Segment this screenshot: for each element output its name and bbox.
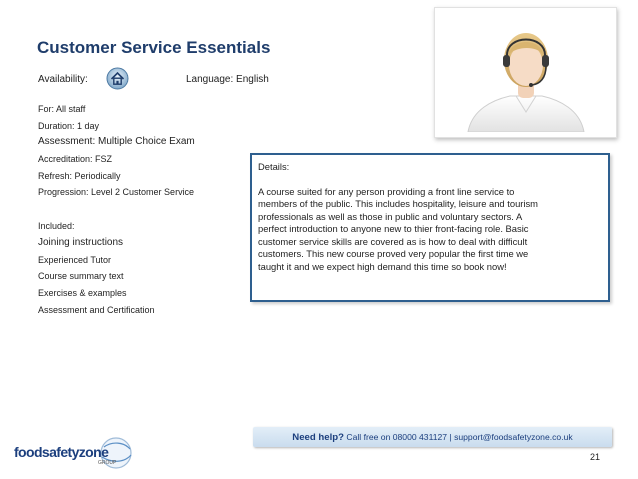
audience-text: For: All staff	[38, 104, 86, 114]
details-line: professionals as well as those in public and voluntary sectors. A	[258, 210, 523, 222]
assessment-text: Assessment: Multiple Choice Exam	[38, 136, 195, 147]
home-icon	[106, 67, 129, 90]
help-contact[interactable]: Call free on 08000 431127 | support@foodsafetyzone.co.uk	[344, 432, 573, 442]
company-logo	[12, 436, 140, 470]
details-line: perfect introduction to anyone new to thier front-facing role. Basic	[258, 223, 529, 234]
duration-text: Duration: 1 day	[38, 121, 100, 131]
support-agent-photo	[434, 7, 617, 138]
included-item: Course summary text	[38, 271, 124, 281]
help-lead: Need help?	[292, 432, 345, 443]
logo-text: foodsafetyzone	[14, 444, 109, 460]
availability-label: Availability:	[38, 74, 88, 85]
included-item: Assessment and Certification	[38, 305, 155, 315]
details-line: taught it and we expect high demand this time so book now!	[258, 260, 507, 272]
details-box	[250, 153, 610, 302]
details-line: customer service skills are covered as is how to deal with difficult	[258, 235, 528, 247]
details-heading: Details:	[258, 161, 290, 172]
page-title: Customer Service Essentials	[37, 38, 271, 57]
included-heading: Included:	[38, 221, 75, 231]
details-line: A course suited for any person providing a front line service to	[258, 185, 515, 197]
accreditation-text: Accreditation: FSZ	[38, 154, 113, 164]
page-number: 21	[590, 452, 601, 462]
logo-subtext: GROUP	[98, 460, 117, 466]
help-bar	[253, 427, 612, 447]
language-label: Language: English	[186, 74, 269, 85]
details-line: customers. This new course proved very popular the first time we	[258, 248, 529, 259]
included-item: Experienced Tutor	[38, 255, 112, 265]
details-line: members of the public. This includes hospitality, leisure and tourism	[258, 198, 538, 209]
included-item: Joining instructions	[38, 237, 124, 248]
included-item: Exercises & examples	[38, 288, 127, 298]
progression-text: Progression: Level 2 Customer Service	[38, 187, 195, 197]
refresh-text: Refresh: Periodically	[38, 171, 121, 181]
